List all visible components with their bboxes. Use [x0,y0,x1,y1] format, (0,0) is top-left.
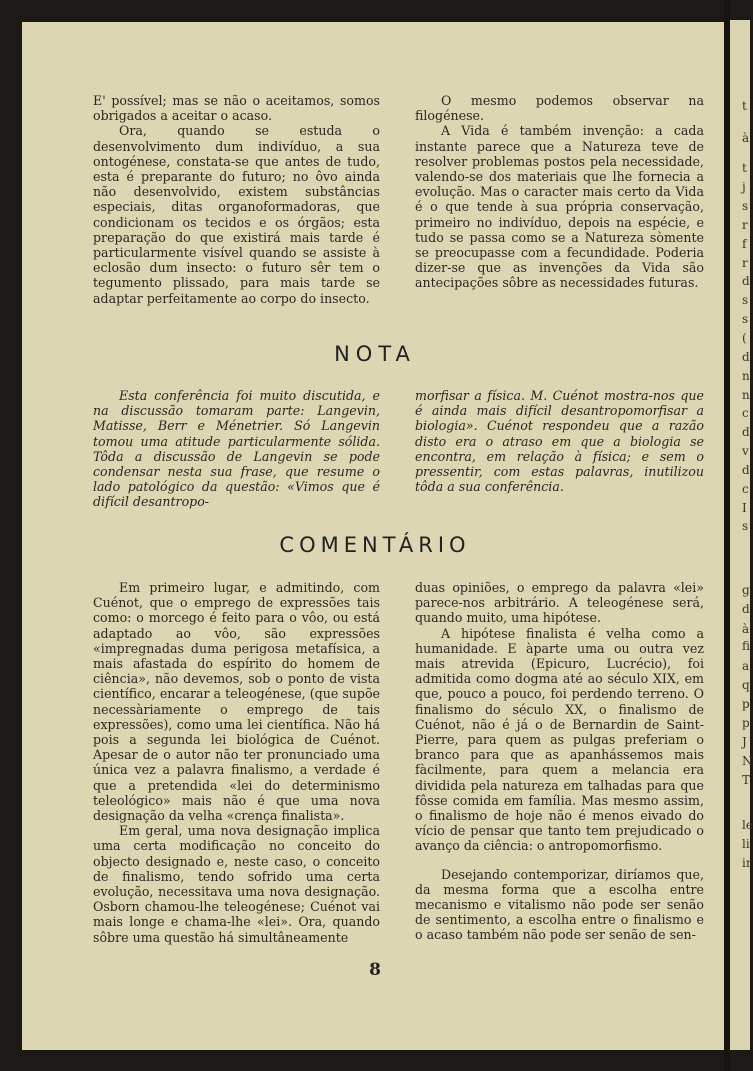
edge-letter: s [742,199,749,213]
comentario-heading: COMENTÁRIO [279,533,471,557]
edge-letter: p [742,697,750,711]
edge-letter: d [742,463,750,477]
edge-letter: à [742,131,750,145]
comentario-right-column [415,580,704,943]
edge-letter: N [742,754,753,768]
nota-right-column [415,388,704,494]
edge-letter: f [742,237,747,251]
nota-heading: NOTA [334,342,416,366]
top-right-column [415,93,704,291]
paragraph: Desejando contemporizar, diríamos que, da mesma forma que a escolha entre mecanismo e vitalismo não pode ser senão de sentimento, a escolha entre o finalismo e o acaso também não pode ser senão de sen- [415,866,704,943]
edge-letter: v [742,444,749,458]
edge-letter: r [742,218,748,232]
paragraph: Esta conferência foi muito discutida, e na discussão tomaram parte: Langevin, Matisse, Berr e Ménetrier. Só Langevin tomou uma atitude particularmente sólida. Tôda a discussão de Langevin se pode condensar nesta sua frase, que resume o lado patológico da questão: «Vimos que é difícil desantropo- [93,388,380,510]
paragraph: A Vida é também invenção: a cada instante parece que a Natureza teve de resolver problemas postos pela necessidade, valendo-se dos materiais que lhe fornecia a evolução. Mas o caracter mais certo da Vida é o que tende à sua própria conservação, primeiro no indivíduo, depois na espécie, e tudo se passa como se a Natureza sòmente se preocupasse com a fecundidade. Poderia dizer-se que as invenções da Vida são antecipações sôbre as necessidades futuras. [415,123,704,291]
paragraph: morfisar a física. M. Cuénot mostra-nos que é ainda mais difícil desantropomorfisar a biologia». Cuénot respondeu que a razão disto era o atraso em que a biologia se encontra, em relação à física; e sem o pressentir, com estas palavras, inutilizou tôda a sua conferência. [415,388,704,495]
edge-letter: I [742,501,747,515]
edge-letter: a [742,659,750,673]
edge-letter: q [742,678,750,692]
edge-letter: p [742,716,750,730]
paragraph: Em primeiro lugar, e admitindo, com Cuénot, que o emprego de expressões tais como: o morcego é feito para o vôo, ou está adaptado ao vôo, são expressões «impregnadas duma perigosa metafísica, a mais afastada do espírito do homem de ciência», não devemos, sob o ponto de vista científico, encarar a teleogénese, (que supõe necessàriamente o emprego de tais expressões), como uma lei científica. Não há pois a segunda lei biológica de Cuénot. Apesar de o autor não ter pronunciado uma única vez a palavra finalismo, a verdade é que a pretendida «lei do determinismo teleológico» mais não é que uma nova designação da velha «crença finalista». [93,580,380,824]
edge-letter: fi [742,639,751,653]
paragraph: O mesmo podemos observar na filogénese. [415,93,704,124]
top-left-column [93,93,380,306]
paragraph: E' possível; mas se não o aceitamos, somos obrigados a aceitar o acaso. [93,93,380,124]
edge-letter: J [742,735,747,749]
edge-letter: s [742,519,749,533]
edge-letter: ir [742,856,752,870]
edge-letter: ( [742,331,747,345]
edge-letter: j [742,180,746,194]
paragraph: duas opiniões, o emprego da palavra «lei» parece-nos arbitrário. A teleogénese será, quando muito, uma hipótese. [415,580,704,626]
edge-letter: c [742,406,749,420]
paragraph: Ora, quando se estuda o desenvolvimento dum indivíduo, a sua ontogénese, constata-se que antes de tudo, esta é preparante do futuro; no ôvo ainda não desenvolvido, existem substâncias especiais, ditas organoformadoras, que condicionam os tecidos e os órgãos; esta preparação do que existirá mais tarde é particularmente visível quando se assiste à eclosão dum insecto: o futuro sêr tem o tegumento plissado, para mais tarde se adaptar perfeitamente ao corpo do insecto. [93,123,380,306]
edge-letter: d [742,425,750,439]
edge-letter: r [742,256,748,270]
edge-letter: s [742,293,749,307]
edge-letter: c [742,482,749,496]
edge-letter: n [742,369,750,383]
page-number: 8 [369,960,381,980]
edge-letter: s [742,312,749,326]
edge-letter: t [742,161,747,175]
edge-letter: n [742,388,750,402]
edge-letter: le [742,818,753,832]
edge-letter: d [742,274,750,288]
edge-letter: à [742,622,750,636]
paragraph: Em geral, uma nova designação implica uma certa modificação no conceito do objecto designado e, neste caso, o conceito de finalismo, tendo sofrido uma certa evolução, necessitava uma nova designação. Osborn chamou-lhe teleogénese; Cuénot vai mais longe e chama-lhe «lei». Ora, quando sôbre uma questão há simultâneamente [93,823,380,945]
edge-letter: t [742,99,747,113]
paragraph: A hipótese finalista é velha como a humanidade. E àparte uma ou outra vez mais atrevida (Epicuro, Lucrécio), foi admitida como dogma até ao século XIX, em que, pouco a pouco, foi perdendo terreno. O finalismo do século XX, o finalismo de Cuénot, não é já o de Bernardin de Saint-Pierre, para quem as pulgas preferiam o branco para que as apanhássemos mais fàcilmente, para quem a melancia era dividida pela natureza em talhadas para que fôsse comida em família. Mas mesmo assim, o finalismo de hoje não é menos eivado do vício de pensar que tanto tem prejudicado o avanço da ciência: o antropomorfismo. [415,625,704,854]
edge-letter: T [742,773,751,787]
edge-letter: g [742,583,750,597]
edge-letter: d [742,602,750,616]
edge-letter: d [742,350,750,364]
comentario-left-column [93,580,380,945]
edge-letter: li [742,837,750,851]
nota-left-column [93,388,380,510]
